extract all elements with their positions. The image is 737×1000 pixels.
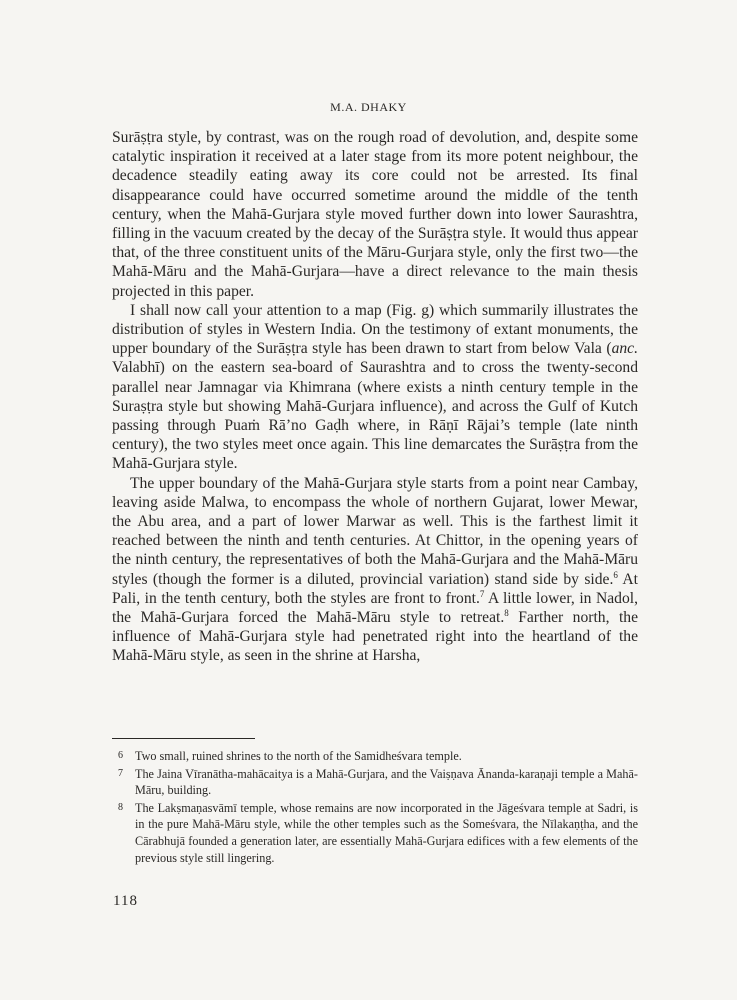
text-segment: At Pali, in the tenth century, both the styles are front to front. (112, 570, 638, 607)
paragraph (112, 474, 638, 666)
footnote-number: 8 (118, 801, 123, 813)
footnote-number: 7 (118, 767, 123, 779)
footnote-reference: 6 (613, 569, 618, 580)
text-segment: The upper boundary of the Mahā-Gurjara style starts from a point near Cambay, leaving aside Malwa, to encompass the whole of northern Gujarat, lower Mewar, the Abu area, and a part of lower Marwar as well. This is the farthest limit it reached between the ninth and tenth centuries. At Chittor, in the opening years of the ninth century, the representatives of both the Mahā-Gurjara and the Mahā-Māru styles (though the former is a diluted, provincial variation) stand side by side. (112, 474, 638, 588)
footnote-number: 6 (118, 750, 123, 761)
running-head: M.A. DHAKY (330, 100, 407, 114)
text-segment: Surāṣṭra style, by contrast, was on the rough road of devolution, and, despite some catalytic inspiration it received at a later stage from its more potent neighbour, the decadence steadily eating away its core could not be arrested. Its final disappearance could have occurred sometime around the middle of the tenth century, when the Mahā-Gurjara style moved further down into lower Saurashtra, filling in the vacuum created by the decay of the Surāṣṭra style. It would thus appear that, of the three constituent units of the Māru-Gurjara style, only the first two—the Mahā-Māru and the Mahā-Gurjara—have a direct relevance to the main thesis projected in this paper. (112, 129, 638, 300)
footnotes (112, 748, 638, 867)
text-segment: Valabhī) on the eastern sea-board of Saurashtra and to cross the twenty-second parallel near Jamnagar via Khimrana (where exists a ninth century temple in the Suraṣṭra style but showing Mahā-Gurjara influence), and across the Gulf of Kutch passing through Puaṁ Rā’no Gaḍh where, in Rāṇī Rājai’s temple (late ninth century), the two styles meet once again. This line demarcates the Surāṣṭra from the Mahā-Gurjara style. (112, 359, 638, 473)
text-segment: A little lower, in Nadol, the Mahā-Gurjara forced the Mahā-Māru style to retreat. (112, 589, 638, 627)
footnote-reference: 7 (479, 588, 485, 599)
footnote-text: Two small, ruined shrines to the north of the Samidheśvara temple. (135, 749, 462, 763)
body-text (112, 128, 638, 666)
footnote (112, 766, 638, 799)
text-segment: Farther north, the influence of Mahā-Gurjara style had penetrated right into the heartland of the Mahā-Māru style, as seen in the shrine at Harsha, (112, 609, 639, 665)
footnote-rule (112, 738, 255, 739)
footnote (112, 748, 638, 765)
paragraph (112, 301, 638, 474)
text-segment: I shall now call your attention to a map (Fig. g) which summarily illustrates the distribution of styles in Western India. On the testimony of extant monuments, the upper boundary of the Surāṣṭra style has been drawn to start from below Vala ( (112, 301, 638, 358)
italic-text: anc. (611, 340, 638, 358)
footnote-text: The Lakṣmaṇasvāmī temple, whose remains are now incorporated in the Jāgeśvara temple at Sadri, is in the pure Mahā-Māru style, while the other temples such as the Someśvara, the Nīlakaṇṭha, and the Cārabhujā founded a generation later, are essentially Mahā-Gurjara edifices with a few elements of the previous style still lingering. (135, 800, 638, 865)
paragraph (112, 128, 638, 301)
footnote-reference: 8 (504, 608, 509, 619)
page-number: 118 (113, 893, 138, 909)
footnote-text: The Jaina Vīranātha-mahācaitya is a Mahā-Gurjara, and the Vaiṣṇava Ānanda-karaṇaji temple a Mahā-Māru, building. (135, 766, 638, 798)
footnote (112, 800, 638, 866)
